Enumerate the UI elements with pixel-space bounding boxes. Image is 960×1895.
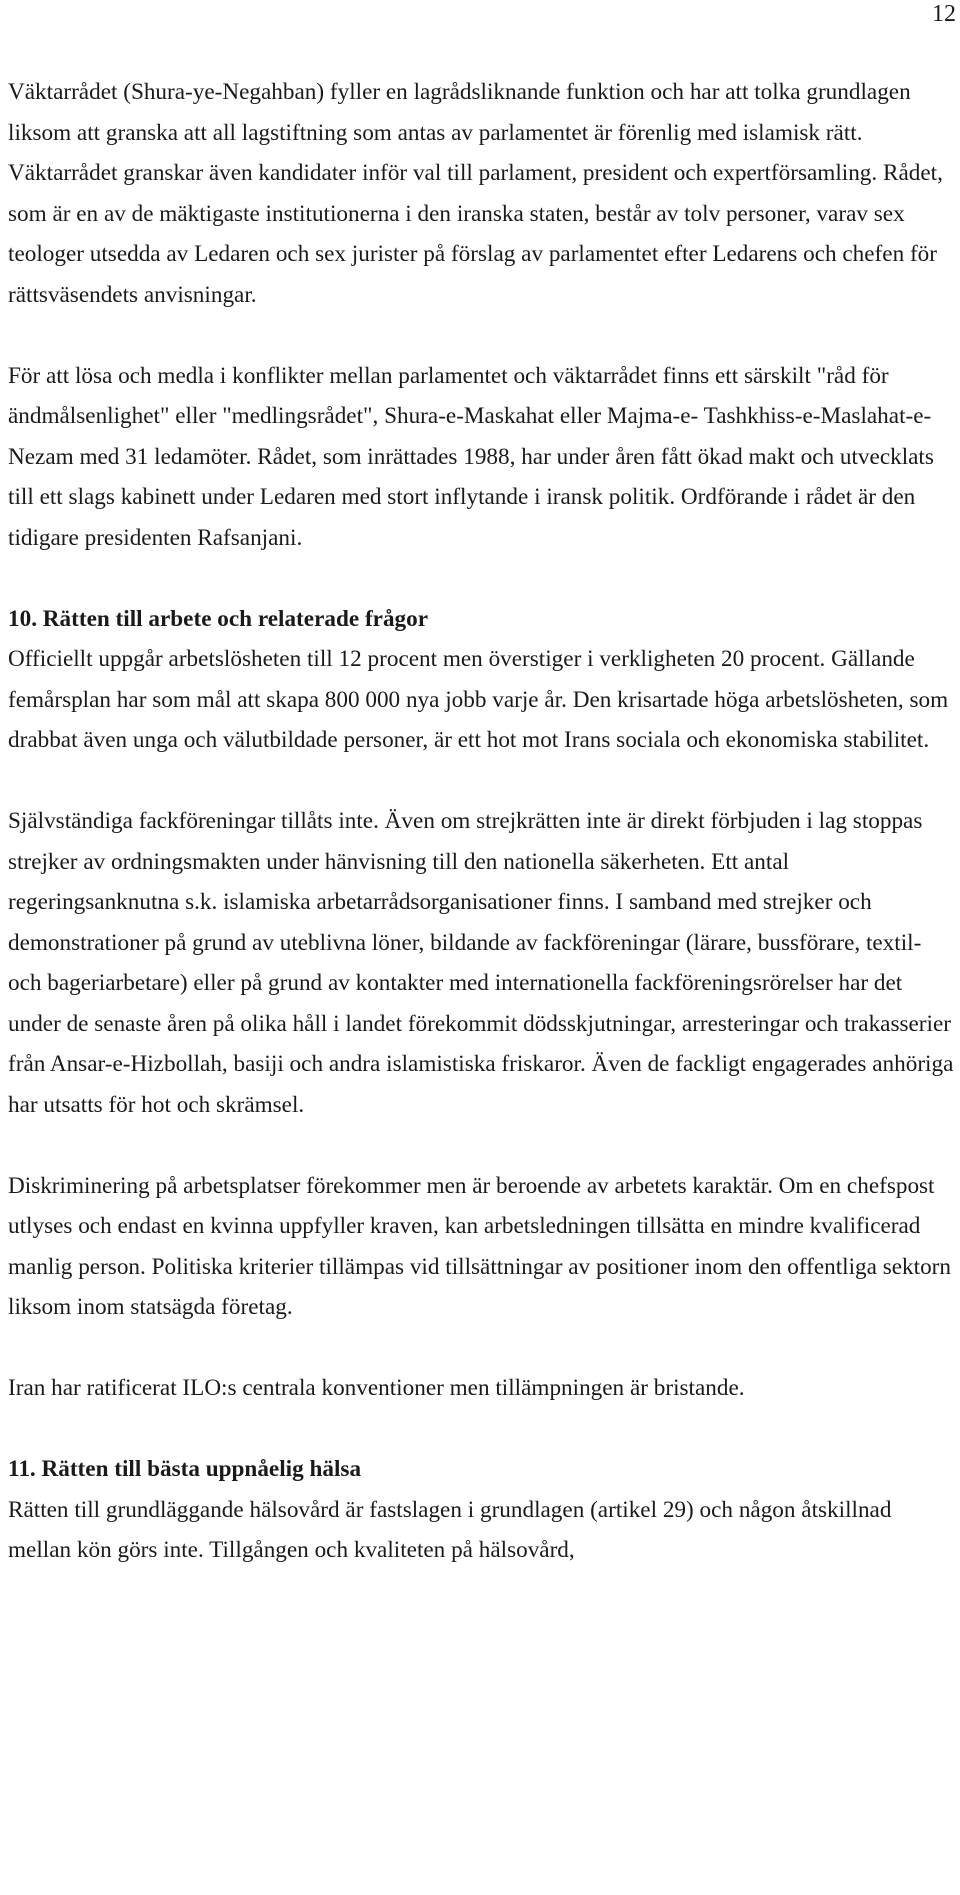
paragraph-ilo: Iran har ratificerat ILO:s centrala konventioner men tillämpningen är bristande. [8,1375,745,1401]
paragraph-spacer [8,1125,954,1166]
paragraph-unemployment: Officiellt uppgår arbetslösheten till 12 procent men överstiger i verkligheten 20 procent. Gällande femårsplan har som mål att skapa 800 000 nya jobb varje år. Den krisartade höga arbetslösheten, som drabbat även unga och välutbildade personer, är ett hot mot Irans sociala och ekonomiska stabilitet. [8,646,949,753]
section-heading-10: 10. Rätten till arbete och relaterade frågor [8,605,429,632]
paragraph-spacer [8,761,954,802]
paragraph-health: Rätten till grundläggande hälsovård är fastslagen i grundlagen (artikel 29) och någon åtskillnad mellan kön görs inte. Tillgången och kvaliteten på hälsovård, [8,1496,892,1563]
document-body [8,72,954,1571]
paragraph-spacer [8,1409,954,1450]
paragraph-spacer [8,1328,954,1369]
page-number: 12 [932,1,956,27]
paragraph-guardian-council: Väktarrådet (Shura-ye-Negahban) fyller en lagrådsliknande funktion och har att tolka grundlagen liksom att granska att all lagstiftning som antas av parlamentet är förenlig med islamisk rätt. Väktarrådet granskar även kandidater inför val till parlament, president och expertförsamling. Rådet, som är en av de mäktigaste institutionerna i den iranska staten, består av tolv personer, varav sex teologer utsedda av Ledaren och sex jurister på förslag av parlamentet efter Ledarens och chefen för rättsväsendets anvisningar. [8,79,943,308]
paragraph-spacer [8,558,954,599]
paragraph-expediency-council: För att lösa och medla i konflikter mellan parlamentet och väktarrådet finns ett särskilt "råd för ändmålsenlighet" eller "medlingsrådet", Shura-e-Maskahat eller Majma-e- Tashkhiss-e-Maslahat-e- Nezam med 31 ledamöter. Rådet, som inrättades 1988, har under åren fått ökad makt och utvecklats till ett slags kabinett under Ledaren med stort inflytande i iransk politik. Ordförande i rådet är den tidigare presidenten Rafsanjani. [8,362,934,551]
paragraph-spacer [8,315,954,356]
section-heading-11: 11. Rätten till bästa uppnåelig hälsa [8,1456,362,1482]
paragraph-discrimination: Diskriminering på arbetsplatser förekommer men är beroende av arbetets karaktär. Om en chefspost utlyses och endast en kvinna uppfyller kraven, kan arbetsledningen tillsätta en mindre kvalificerad manlig person. Politiska kriterier tillämpas vid tillsättningar av positioner inom den offentliga sektorn liksom inom statsägda företag. [8,1172,951,1320]
paragraph-trade-unions: Självständiga fackföreningar tillåts inte. Även om strejkrätten inte är direkt förbjuden i lag stoppas strejker av ordningsmakten under hänvisning till den nationella säkerheten. Ett antal regeringsanknutna s.k. islamiska arbetarrådsorganisationer finns. I samband med strejker och demonstrationer på grund av uteblivna löner, bildande av fackföreningar (lärare, bussförare, textil- och bageriarbetare) eller på grund av kontakter med internationella fackföreningsrörelser har det under de senaste åren på olika håll i landet förekommit dödsskjutningar, arresteringar och trakasserier från Ansar-e-Hizbollah, basiji och andra islamistiska friskaror. Även de fackligt engagerades anhöriga har utsatts för hot och skrämsel. [8,808,954,1118]
